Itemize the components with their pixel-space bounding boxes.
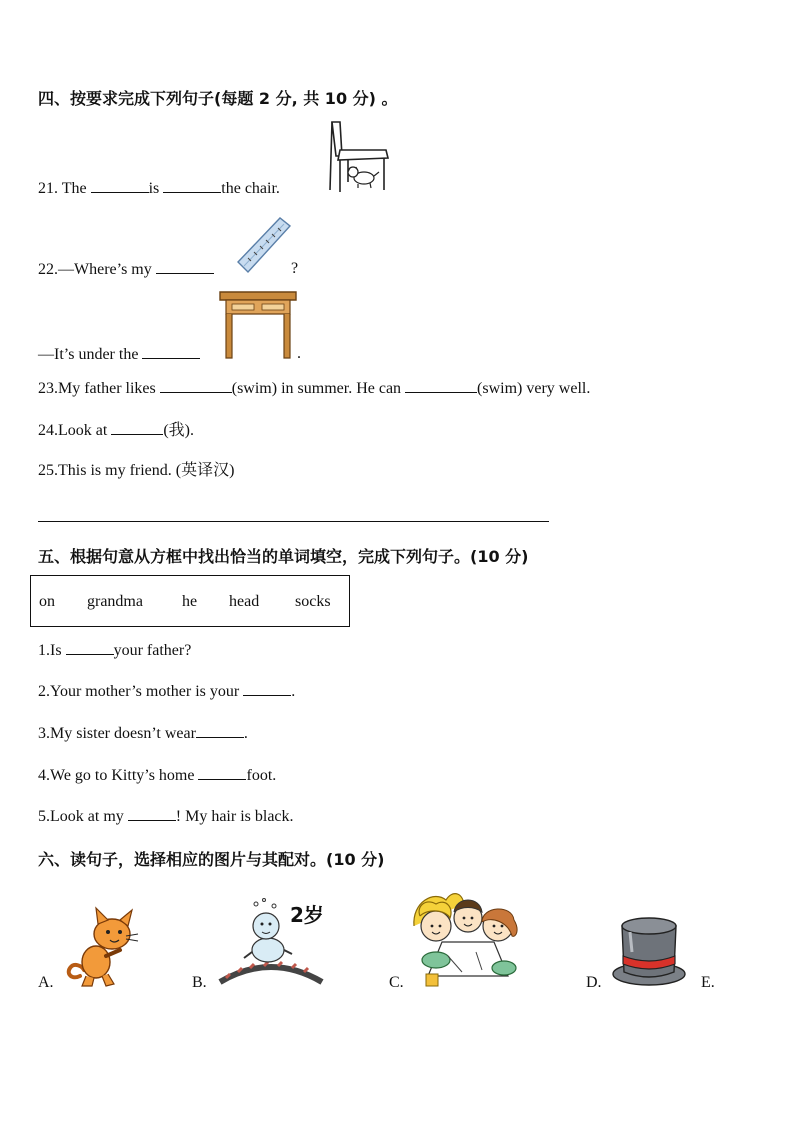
hat-icon <box>610 912 688 988</box>
question-23 <box>38 378 590 399</box>
q23-text3: (swim) very well. <box>477 380 591 397</box>
s5-question-3 <box>38 723 248 744</box>
s5-q1-blank[interactable] <box>66 640 114 655</box>
baby-age-caption: 2岁 <box>290 903 324 927</box>
word-bank-item: head <box>229 593 260 610</box>
q22-period: . <box>297 345 301 362</box>
option-label-a: A. <box>38 974 54 991</box>
s5-q5-text2: ! My hair is black. <box>175 808 294 825</box>
s5-question-1 <box>38 640 191 661</box>
q24-text1: 24.Look at <box>38 422 112 439</box>
section-6-title: 六、读句子，选择相应的图片与其配对。(10 分) <box>38 850 385 869</box>
section-4-title: 四、按要求完成下列句子(每题 2 分, 共 10 分) 。 <box>38 89 398 108</box>
q25-answer-line[interactable] <box>38 521 549 522</box>
s5-q4-text1: 4.We go to Kitty’s home <box>38 767 199 784</box>
question-21 <box>38 178 280 199</box>
question-25: 25.This is my friend. (英译汉) <box>38 462 235 479</box>
s5-q2-text2: . <box>291 683 296 700</box>
q21-number: 21 <box>38 180 54 197</box>
option-label-b: B. <box>192 974 207 991</box>
s5-q2-text1: 2.Your mother’s mother is your <box>38 683 244 700</box>
ruler-icon <box>234 212 292 276</box>
q22-blank-2[interactable] <box>142 344 200 359</box>
q21-text3: the chair. <box>221 180 280 197</box>
section-5-title: 五、根据句意从方框中找出恰当的单词填空，完成下列句子。(10 分) <box>38 547 529 566</box>
cat-icon <box>62 906 142 990</box>
word-bank-item: socks <box>295 593 331 610</box>
q22-text1: 22.—Where’s my <box>38 261 156 278</box>
desk-icon <box>218 288 298 360</box>
word-bank-item: on <box>39 593 55 610</box>
s5-q5-blank[interactable] <box>128 806 176 821</box>
q21-blank-1[interactable] <box>91 178 149 193</box>
q22-text2: —It’s under the <box>38 346 143 363</box>
chair-dog-icon <box>326 120 390 194</box>
q21-blank-2[interactable] <box>163 178 221 193</box>
s5-q1-text2: your father? <box>113 642 192 659</box>
question-22-line-2 <box>38 344 200 365</box>
s5-question-5 <box>38 806 294 827</box>
q23-text1: 23.My father likes <box>38 380 160 397</box>
s5-q2-blank[interactable] <box>243 681 291 696</box>
word-bank-item: grandma <box>87 593 143 610</box>
question-22-line-1 <box>38 259 214 280</box>
children-icon <box>412 886 524 990</box>
s5-q4-text2: foot. <box>246 767 277 784</box>
s5-q1-text1: 1.Is <box>38 642 66 659</box>
baby-icon <box>216 892 326 986</box>
q22-blank-1[interactable] <box>156 259 214 274</box>
option-label-c: C. <box>389 974 404 991</box>
s5-q4-blank[interactable] <box>198 765 246 780</box>
q22-question-mark: ? <box>291 260 299 277</box>
option-label-e: E. <box>701 974 715 991</box>
word-bank-box <box>30 575 350 627</box>
q23-blank-2[interactable] <box>405 378 477 393</box>
s5-q3-blank[interactable] <box>196 723 244 738</box>
s5-question-4 <box>38 765 276 786</box>
q24-text2: (我). <box>163 422 194 439</box>
s5-q5-text1: 5.Look at my <box>38 808 128 825</box>
question-24 <box>38 420 194 441</box>
option-label-d: D. <box>586 974 602 991</box>
q23-text2: (swim) in summer. He can <box>231 380 406 397</box>
q21-text1: . The <box>54 180 91 197</box>
q23-blank-1[interactable] <box>160 378 232 393</box>
word-bank-item: he <box>182 593 198 610</box>
s5-question-2 <box>38 681 295 702</box>
s5-q3-text1: 3.My sister doesn’t wear <box>38 725 196 742</box>
s5-q3-text2: . <box>243 725 248 742</box>
q21-text2: is <box>148 180 164 197</box>
q24-blank[interactable] <box>111 420 163 435</box>
